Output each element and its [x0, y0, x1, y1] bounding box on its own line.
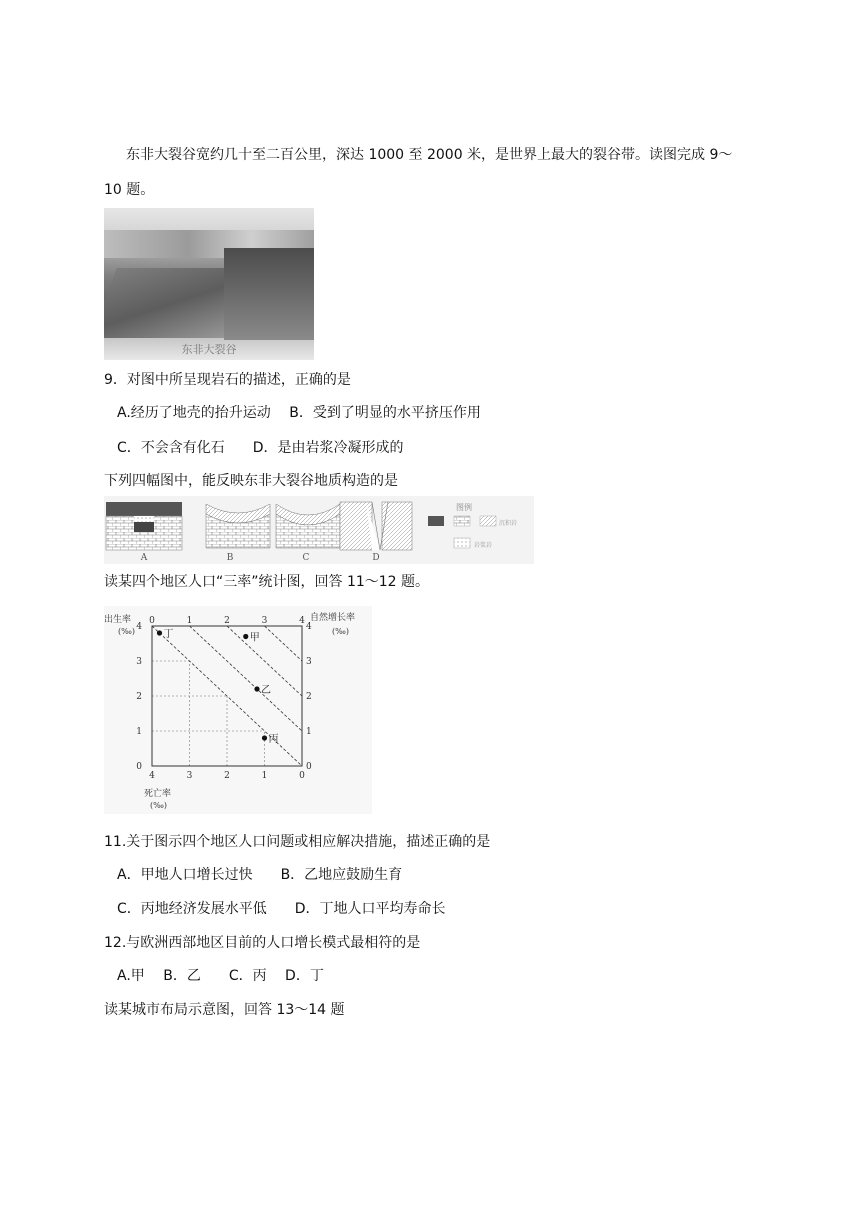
q11-options-ab: A．甲地人口增长过快 B．乙地应鼓励生育	[117, 867, 403, 883]
data-point-label: 丙	[268, 734, 279, 745]
rift-valley-photo	[104, 208, 314, 360]
y-right-tick: 4	[306, 622, 312, 632]
y-right-tick: 2	[306, 692, 312, 702]
q13-14-intro: 读某城市布局示意图，回答 13～14 题	[104, 1002, 345, 1018]
y-right-label: 自然增长率	[310, 613, 356, 623]
intro-line-1: 东非大裂谷宽约几十至二百公里，深达 1000 至 2000 米，是世界上最大的裂谷带。读图完成 9～	[126, 147, 733, 163]
x-unit: (‰)	[150, 801, 167, 810]
data-point	[157, 630, 162, 635]
population-chart	[104, 606, 372, 814]
x-tick: 4	[149, 771, 155, 781]
q11-options-cd: C．丙地经济发展水平低 D．丁地人口平均寿命长	[117, 901, 446, 917]
diagram-label-d: D	[372, 553, 380, 563]
data-point	[262, 735, 267, 740]
x-tick: 3	[186, 771, 193, 781]
y-right-tick: 3	[306, 657, 312, 667]
y-right-tick: 0	[306, 762, 312, 772]
y-left-tick: 2	[136, 692, 142, 702]
diagram-label-a: A	[140, 553, 148, 563]
q12-stem: 12.与欧洲西部地区目前的人口增长模式最相符的是	[104, 935, 421, 951]
q9-options-cd: C．不会含有化石 D．是由岩浆冷凝形成的	[117, 440, 404, 456]
growth-line-1	[190, 626, 303, 731]
photo-rock-wall	[224, 248, 314, 340]
q9-options-ab: A.经历了地壳的抬升运动 B．受到了明显的水平挤压作用	[117, 405, 481, 421]
x-label: 死亡率	[144, 789, 172, 799]
y-left-label: 出生率	[104, 615, 132, 625]
structure-diagrams	[104, 496, 534, 564]
data-point	[243, 634, 248, 639]
data-point-label: 甲	[249, 632, 260, 644]
q9-stem: 9．对图中所呈现岩石的描述，正确的是	[104, 372, 351, 388]
growth-line-3	[265, 626, 303, 661]
data-point	[254, 686, 259, 691]
diagram-label-c: C	[302, 553, 310, 563]
y-right-unit: (‰)	[332, 627, 349, 636]
top-tick: 3	[261, 616, 268, 626]
intro-line-2: 10 题。	[104, 182, 155, 198]
q10-stem: 下列四幅图中，能反映东非大裂谷地质构造的是	[104, 473, 398, 489]
q11-12-intro: 读某四个地区人口“三率”统计图，回答 11～12 题。	[104, 574, 430, 590]
x-tick: 1	[261, 771, 268, 781]
photo-caption: 东非大裂谷	[181, 343, 237, 356]
top-tick: 2	[224, 616, 230, 626]
data-point-label: 乙	[261, 685, 271, 696]
legend-item-igneous: 岩浆岩	[474, 542, 493, 549]
y-left-unit: (‰)	[118, 627, 135, 636]
legend-title: 图例	[456, 503, 472, 512]
data-point-label: 丁	[163, 629, 174, 640]
q11-stem: 11.关于图示四个地区人口问题或相应解决措施，描述正确的是	[104, 834, 491, 850]
y-left-tick: 3	[136, 657, 142, 667]
top-tick: 0	[149, 616, 155, 626]
y-left-tick: 1	[136, 727, 142, 737]
top-tick: 4	[299, 616, 305, 626]
q12-options: A.甲 B．乙 C．丙 D．丁	[117, 968, 324, 984]
legend-item-sedimentary: 沉积岩	[499, 520, 518, 527]
y-left-tick: 4	[136, 622, 142, 632]
diagram-label-b: B	[226, 553, 234, 563]
y-left-tick: 0	[136, 762, 142, 772]
x-tick: 0	[299, 771, 305, 781]
y-right-tick: 1	[306, 727, 312, 737]
x-tick: 2	[224, 771, 230, 781]
top-tick: 1	[186, 616, 193, 626]
diagram-a	[106, 502, 182, 550]
